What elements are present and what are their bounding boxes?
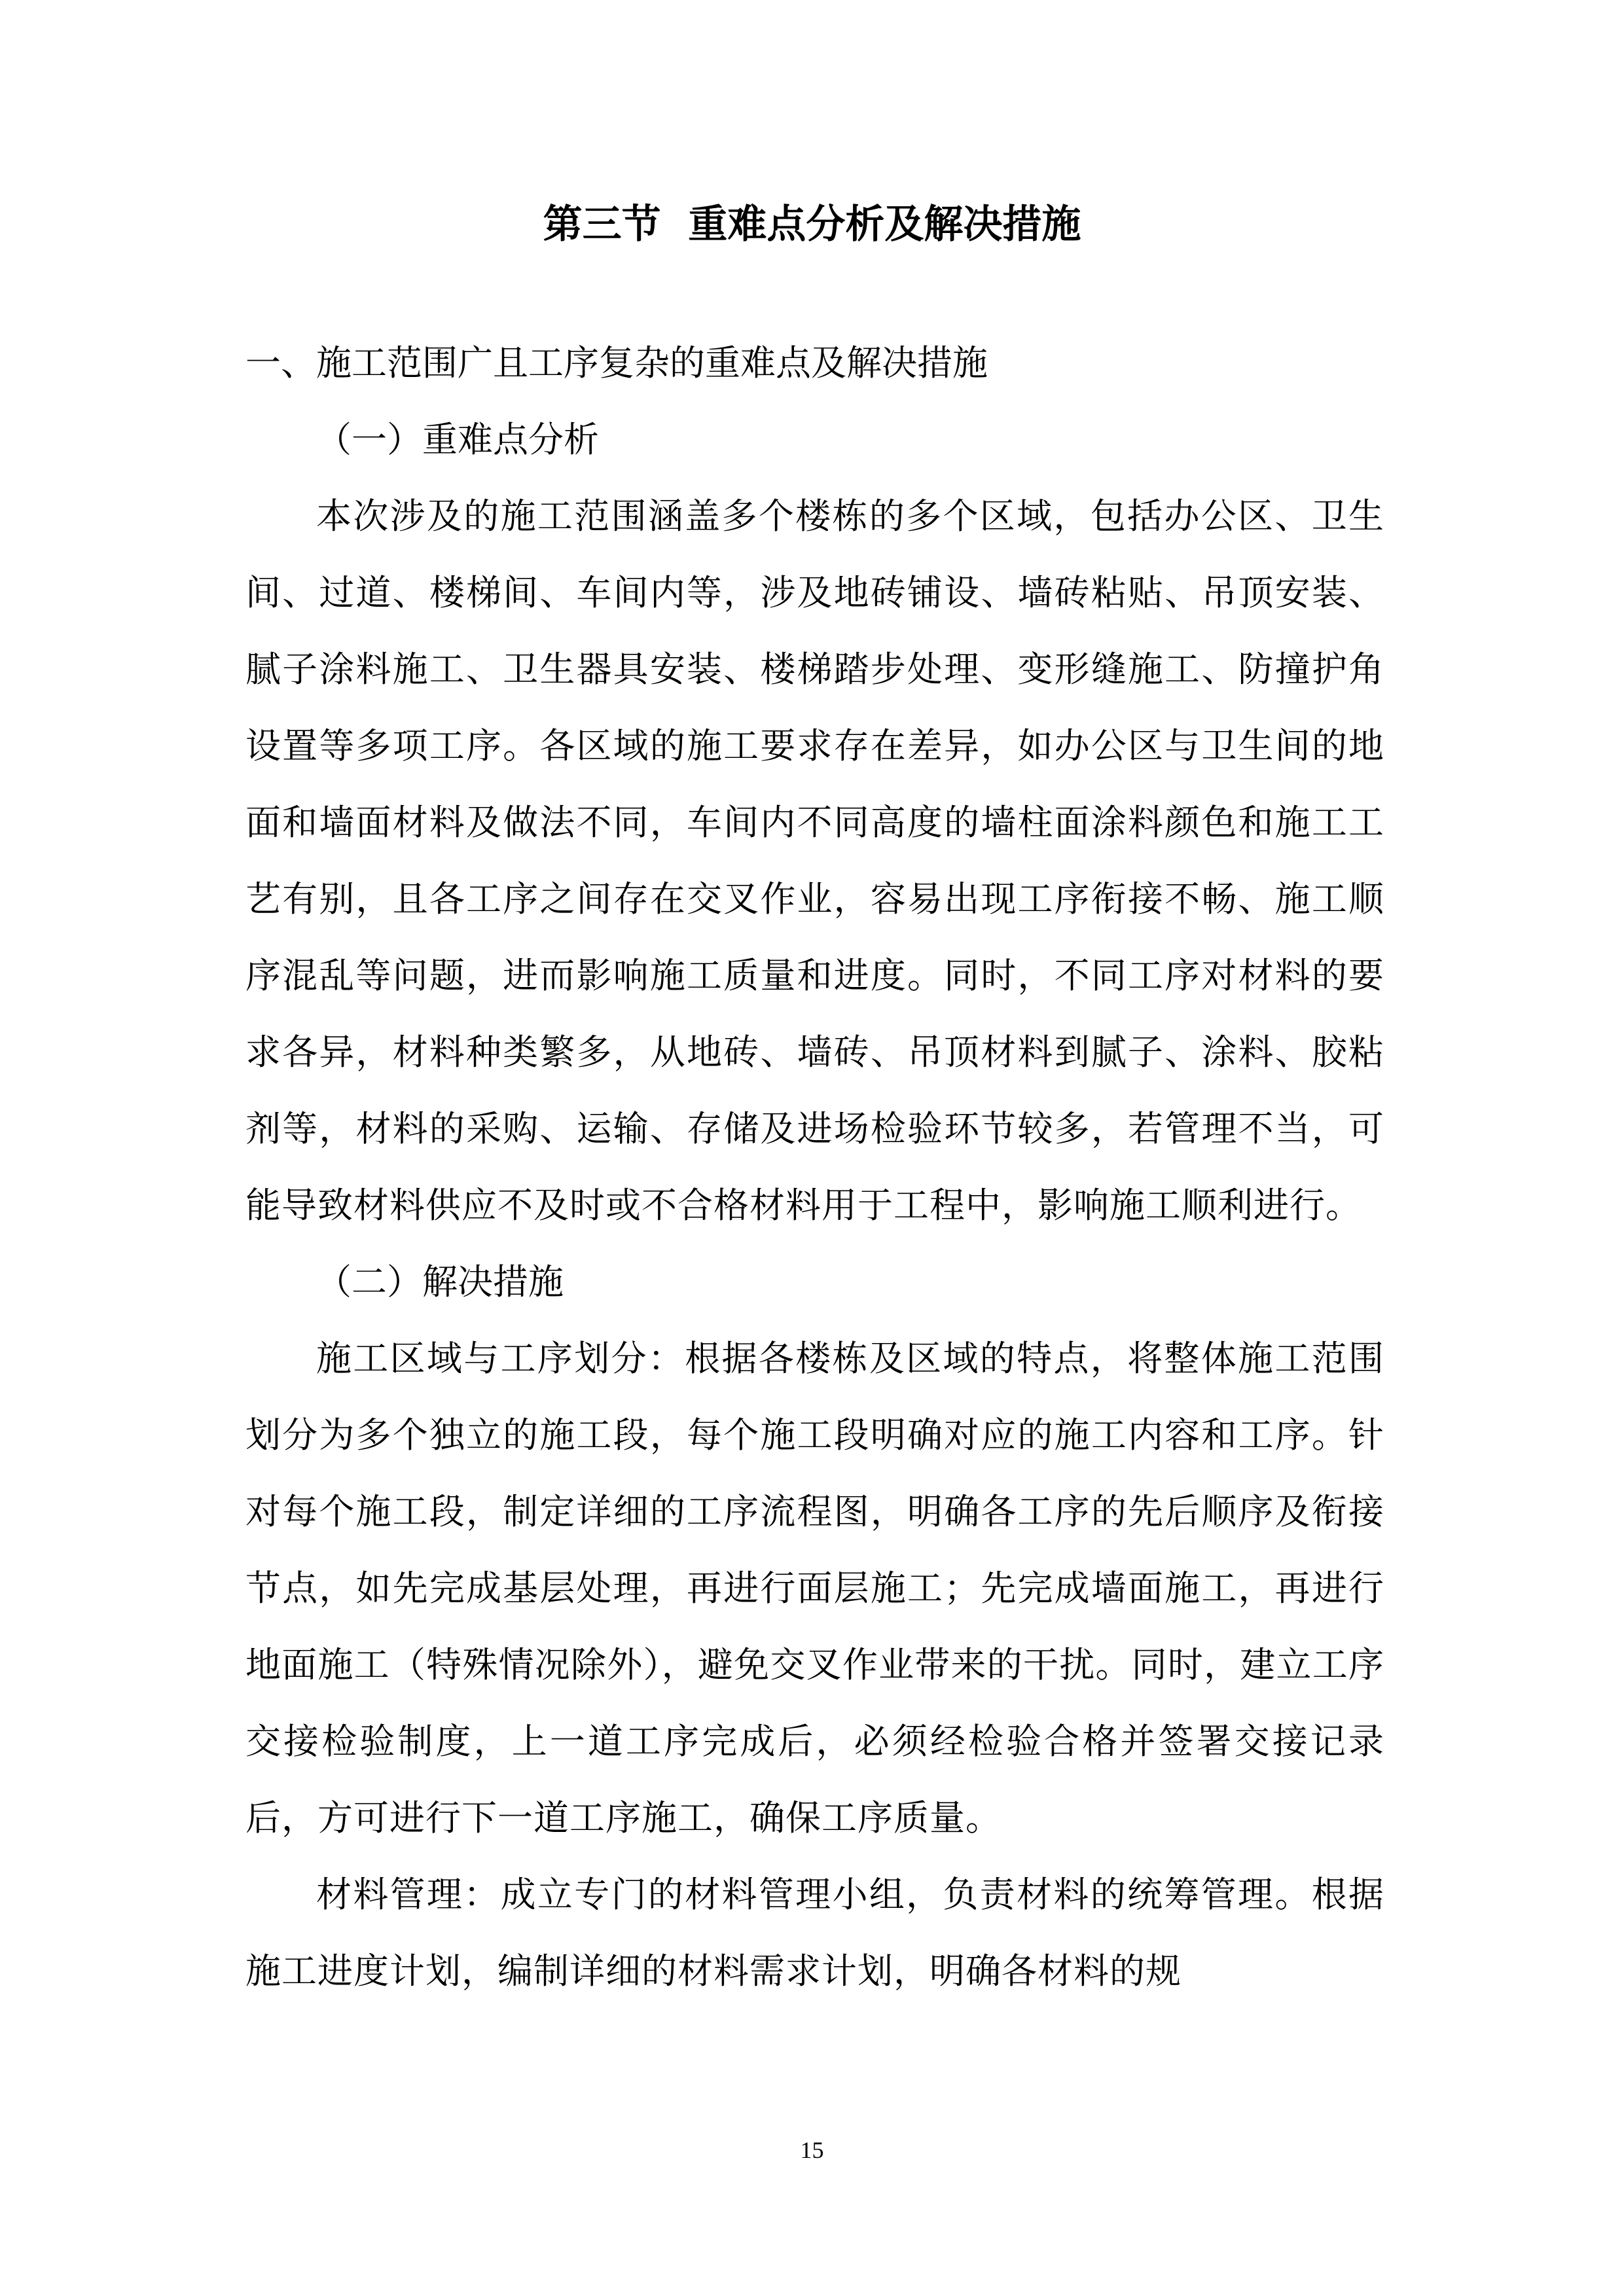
- paragraph-area-and-process-division: 施工区域与工序划分：根据各楼栋及区域的特点，将整体施工范围划分为多个独立的施工段，每个施工段明确对应的施工内容和工序。针对每个施工段，制定详细的工序流程图，明确各工序的先后顺序及衔接节点，如先完成基层处理，再进行面层施工；先完成墙面施工，再进行地面施工（特殊情况除外），避免交叉作业带来的干扰。同时，建立工序交接检验制度，上一道工序完成后，必须经检验合格并签署交接记录后，方可进行下一道工序施工，确保工序质量。: [245, 1338, 1384, 1839]
- heading-difficulty-and-measures: 一、施工范围广且工序复杂的重难点及解决措施: [245, 342, 988, 384]
- paragraph-material-management: 材料管理：成立专门的材料管理小组，负责材料的统筹管理。根据施工进度计划，编制详细的材料需求计划，明确各材料的规: [245, 1874, 1384, 1992]
- subheading-analysis: （一）重难点分析: [316, 419, 599, 460]
- page-number: 15: [800, 2137, 824, 2163]
- paragraph-analysis: 本次涉及的施工范围涵盖多个楼栋的多个区域，包括办公区、卫生间、过道、楼梯间、车间内等，涉及地砖铺设、墙砖粘贴、吊顶安装、腻子涂料施工、卫生器具安装、楼梯踏步处理、变形缝施工、防撞护角设置等多项工序。各区域的施工要求存在差异，如办公区与卫生间的地面和墙面材料及做法不同，车间内不同高度的墙柱面涂料颜色和施工工艺有别，且各工序之间存在交叉作业，容易出现工序衔接不畅、施工顺序混乱等问题，进而影响施工质量和进度。同时，不同工序对材料的要求各异，材料种类繁多，从地砖、墙砖、吊顶材料到腻子、涂料、胶粘剂等，材料的采购、运输、存储及进场检验环节较多，若管理不当，可能导致材料供应不及时或不合格材料用于工程中，影响施工顺利进行。: [245, 495, 1384, 1226]
- document-body: [245, 325, 1384, 2009]
- section-title: 第三节 重难点分析及解决措施: [543, 202, 1081, 247]
- subheading-measures: （二）解决措施: [316, 1261, 564, 1302]
